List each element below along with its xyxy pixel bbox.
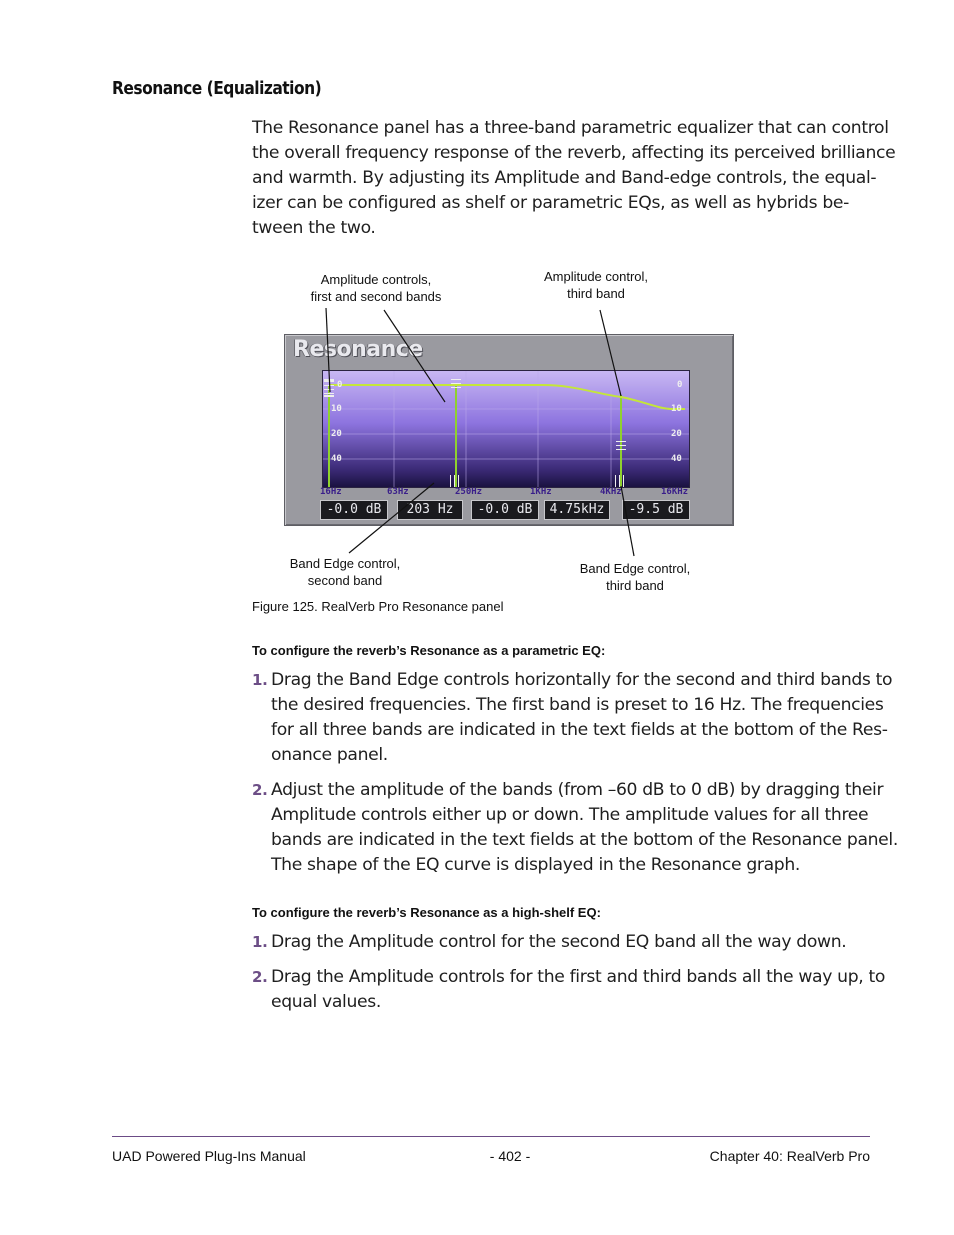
leader-line — [600, 310, 621, 396]
amplitude-readout-third[interactable]: -9.5 dB — [622, 500, 690, 520]
amplitude-readout-first[interactable]: -0.0 dB — [320, 500, 388, 520]
leader-line — [349, 483, 434, 553]
footer-divider — [112, 1136, 870, 1137]
freq-label: 16Hz — [320, 487, 342, 497]
db-label-right: 0 — [677, 380, 683, 390]
freq-label: 4KHz — [600, 487, 622, 497]
callout-text: second band — [307, 573, 383, 588]
step-number: 2. — [252, 781, 268, 799]
figure-caption: Figure 125. RealVerb Pro Resonance panel — [252, 599, 504, 614]
freq-label: 250Hz — [455, 487, 483, 497]
leader-line — [621, 486, 634, 556]
db-label-left: 0 — [337, 380, 343, 390]
step-line: Amplitude controls either up or down. The amplitude values for all three — [271, 805, 869, 825]
step-number: 1. — [252, 671, 268, 689]
db-label-left: 20 — [331, 429, 342, 439]
db-label-right: 20 — [671, 429, 682, 439]
freq-label: 63Hz — [387, 487, 409, 497]
freq-label: 1KHz — [530, 487, 552, 497]
leader-line — [326, 308, 330, 392]
db-label-right: 40 — [671, 454, 682, 464]
frequency-readout-second[interactable]: 203 Hz — [397, 500, 463, 520]
step-line: Drag the Band Edge controls horizontally for the second and third bands to — [271, 670, 893, 690]
section1-step-2 — [252, 778, 898, 878]
callout-text: Amplitude controls, — [320, 272, 432, 287]
step-line: Drag the Amplitude controls for the first and third bands all the way up, to — [271, 967, 886, 987]
panel-title: Resonance — [293, 337, 423, 362]
intro-line: and warmth. By adjusting its Amplitude and Band-edge controls, the equal- — [252, 168, 877, 188]
callout-text: first and second bands — [310, 289, 442, 304]
callout-text: Band Edge control, — [579, 561, 691, 576]
footer-chapter: Chapter 40: RealVerb Pro — [709, 1148, 870, 1164]
intro-line: the overall frequency response of the reverb, affecting its perceived brilliance — [252, 143, 896, 163]
section1-title: To configure the reverb’s Resonance as a parametric EQ: — [252, 643, 606, 658]
step-number: 2. — [252, 968, 268, 986]
intro-line: izer can be configured as shelf or parametric EQs, as well as hybrids be- — [252, 193, 849, 213]
step-line: equal values. — [271, 992, 381, 1012]
section1-step-1 — [252, 668, 893, 768]
callout-text: Amplitude control, — [543, 269, 649, 284]
amplitude-readout-second[interactable]: -0.0 dB — [471, 500, 539, 520]
section-heading: Resonance (Equalization) — [112, 78, 322, 99]
intro-line: tween the two. — [252, 218, 376, 238]
section2-step-1 — [252, 930, 872, 955]
callout-text: third band — [606, 578, 664, 593]
step-line: The shape of the EQ curve is displayed in the Resonance graph. — [271, 855, 800, 875]
step-line: Drag the Amplitude control for the second EQ band all the way down. — [271, 932, 847, 952]
leader-line — [384, 310, 445, 402]
callout-text: Band Edge control, — [289, 556, 401, 571]
section2-step-2 — [252, 965, 886, 1015]
callout-text: third band — [567, 286, 625, 301]
db-label-left: 10 — [331, 404, 342, 414]
step-line: for all three bands are indicated in the text fields at the bottom of the Res- — [271, 720, 888, 740]
footer-manual-title: UAD Powered Plug-Ins Manual — [112, 1148, 306, 1164]
freq-label: 16KHz — [661, 487, 689, 497]
step-line: bands are indicated in the text fields at the bottom of the Resonance panel. — [271, 830, 898, 850]
step-line: the desired frequencies. The first band is preset to 16 Hz. The frequencies — [271, 695, 884, 715]
footer-page-number: - 402 - — [489, 1148, 531, 1164]
section2-title: To configure the reverb’s Resonance as a high-shelf EQ: — [252, 905, 601, 920]
step-line: Adjust the amplitude of the bands (from –60 dB to 0 dB) by dragging their — [271, 780, 884, 800]
intro-line: The Resonance panel has a three-band parametric equalizer that can control — [252, 118, 889, 138]
db-label-right: 10 — [671, 404, 682, 414]
frequency-readout-third[interactable]: 4.75kHz — [544, 500, 610, 520]
step-line: onance panel. — [271, 745, 388, 765]
step-number: 1. — [252, 933, 268, 951]
db-label-left: 40 — [331, 454, 342, 464]
